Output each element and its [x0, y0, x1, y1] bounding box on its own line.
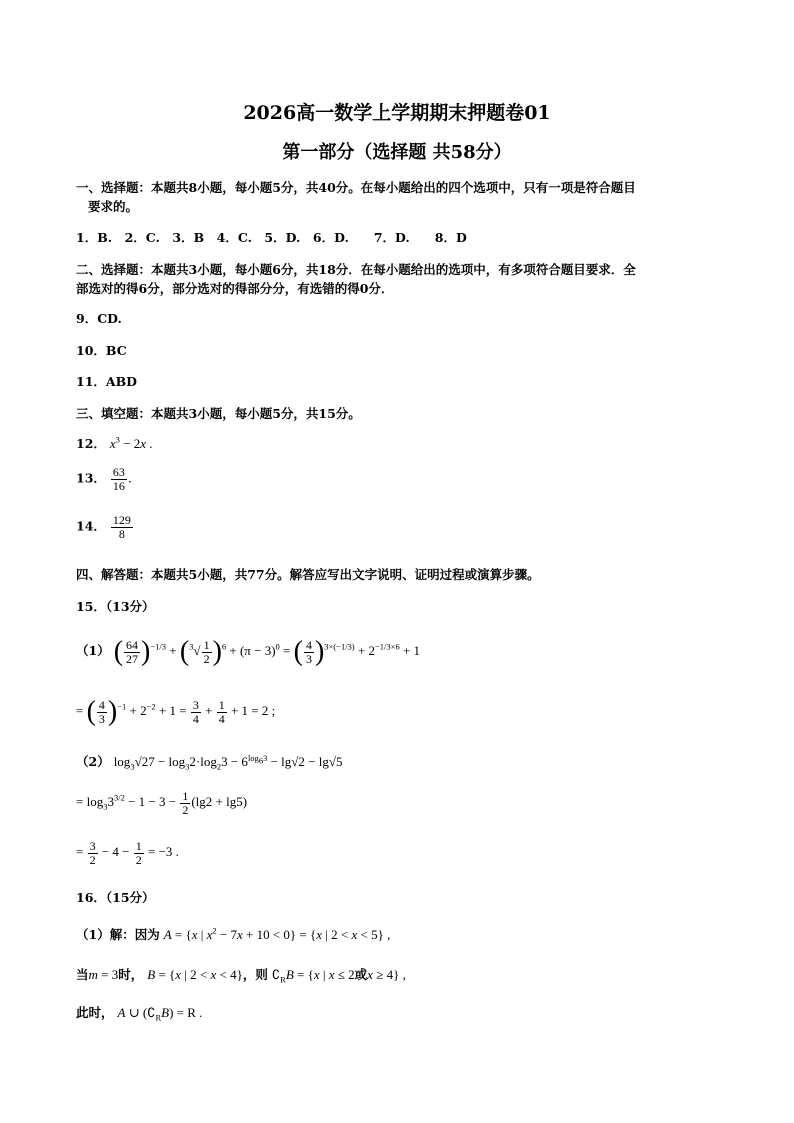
- answer-q14: [76, 514, 134, 540]
- q16-m-value: m = 3: [88, 967, 119, 982]
- q16-now: 此时，: [76, 1005, 114, 1020]
- q16-set-b: B = {x | 2 < x < 4}: [147, 967, 243, 982]
- q15-part1-line2: [76, 698, 275, 726]
- q14-fraction: $\frac{129}{8}$: [112, 513, 131, 541]
- section-1-instructions: 一、选择题：本题共8小题，每小题5分，共40分。在每小题给出的四个选项中，只有一项是符合题目: [76, 180, 636, 195]
- page-title: 2026高一数学上学期期末押题卷01: [243, 102, 551, 124]
- q15-part1-label: （1）: [76, 642, 110, 658]
- q16-part1-line1: [76, 925, 390, 943]
- section-2-instructions-cont: 部选对的得6分，部分选对的得部分分，有选错的得0分．: [76, 281, 394, 296]
- section-2-instructions: 二、选择题：本题共3小题，每小题6分，共18分．在每小题给出的选项中，有多项符合题目要求．全: [76, 262, 636, 277]
- q16-part1-line3: [76, 1003, 202, 1023]
- q15-part2-line1: [76, 752, 342, 772]
- section-4-instructions: 四、解答题：本题共5小题，共77分。解答应写出文字说明、证明过程或演算步骤。: [76, 567, 540, 582]
- q16-complement-b: $∁_RB = \{x$ | x ≤ 2: [271, 967, 355, 985]
- q13-fraction: $\frac{63}{16}$: [112, 465, 125, 493]
- q15-part2-step: = $\log_33^{3/2} - 1 - 3$ − $\frac{1}{2}$ (lg2 + lg5): [76, 789, 248, 817]
- q16-when: 当: [76, 967, 89, 982]
- q15-part2-line2: [76, 790, 247, 816]
- q15-part2-label: （2）: [76, 754, 110, 769]
- answer-q11: 11．ABD: [76, 374, 137, 389]
- q13-label: 13．: [76, 470, 106, 486]
- q12-expression: $x^3 - 2x$ .: [109, 434, 153, 451]
- q16-then: ，则: [242, 967, 268, 982]
- section-3-instructions: 三、填空题：本题共3小题，每小题5分，共15分。: [76, 406, 361, 421]
- q15-part1-expression: ( $\frac{64}{27}$ )$^{-1/3}$ + ($^3$√ $\frac{1}{2}$ )$^6 + (\pi - 3)^0$ = ( $\frac{4}{3}$ )$^{3\times(-1/3)} + 2^{-1/3\times 6} + 1$: [113, 636, 421, 667]
- section-subtitle: 第一部分（选择题 共58分）: [282, 142, 512, 163]
- section-1-instructions-cont: 要求的。: [88, 199, 139, 214]
- q15-heading: 15．（13分）: [76, 599, 155, 614]
- answer-q9: 9．CD.: [76, 311, 122, 326]
- q15-part1-result: = ( $\frac{4}{3}$ )$^{-1} + 2^{-2} + 1$ = $\frac{3}{4}$ + $\frac{1}{4}$ + 1 = 2 ;: [76, 696, 276, 727]
- q16-heading: 16．（15分）: [76, 890, 155, 905]
- q16-or: 或: [354, 967, 368, 982]
- q16-part1-label: （1）解：因为: [76, 927, 160, 942]
- q14-label: 14．: [76, 518, 106, 534]
- answer-q10: 10．BC: [76, 343, 127, 358]
- answer-q12: [76, 434, 153, 452]
- q16-set-a: A = {x | $x^2 - 7x + 10 < 0\} = \{x$ | 2 < x < 5} ,: [163, 925, 391, 942]
- q16-union-result: A ∪ $(∁_RB) = R$ .: [117, 1005, 203, 1023]
- q15-part2-result: = $\frac{3}{2}$ − 4 − $\frac{1}{2}$ = −3 .: [76, 839, 179, 867]
- q12-label: 12．: [76, 436, 106, 451]
- section-1-answers: 1．B. 2．C. 3．B 4．C. 5．D. 6．D. 7．D. 8．D: [76, 230, 467, 245]
- q15-part1-line1: [76, 638, 420, 666]
- q16-part1-line2: 当m = 3时， B = {x | 2 < x < 4}，则 $∁_RB = \{x$ | x ≤ 2或x ≥ 4} ,: [76, 967, 406, 985]
- q15-part2-expression: $\log_3√27 - \log_32\cdot\log_23 - 6^{log_63} - \lg√2 - \lg√5$: [113, 752, 343, 772]
- answer-q13: 13． $\frac{63}{16}$ .: [76, 465, 132, 493]
- q15-part2-line3: [76, 840, 179, 866]
